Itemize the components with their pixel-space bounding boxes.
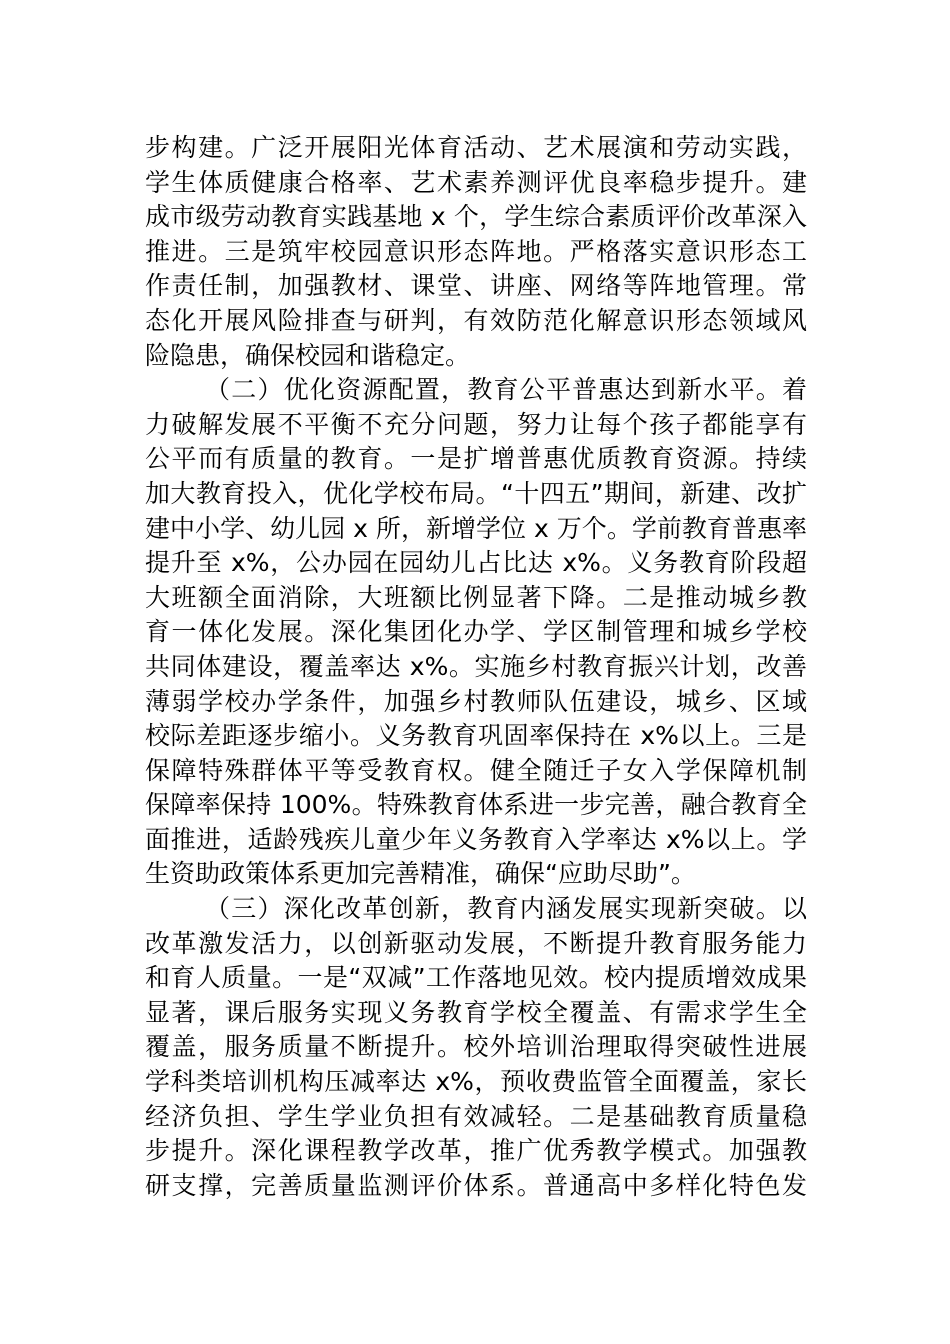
text-line: 推进。三是筑牢校园意识形态阵地。严格落实意识形态工 <box>145 236 807 266</box>
text-line: 建中小学、幼儿园 x 所，新增学位 x 万个。学前教育普惠率 <box>145 513 807 543</box>
text-line: 育一体化发展。深化集团化办学、学区制管理和城乡学校 <box>145 617 807 647</box>
text-line: 共同体建设，覆盖率达 x%。实施乡村教育振兴计划，改善 <box>145 651 807 681</box>
text-line: 成市级劳动教育实践基地 x 个，学生综合素质评价改革深入 <box>145 202 807 232</box>
text-line: 加大教育投入，优化学校布局。“十四五”期间，新建、改扩 <box>145 478 807 508</box>
text-line: 提升至 x%，公办园在园幼儿占比达 x%。义务教育阶段超 <box>145 548 807 578</box>
text-line: 学生体质健康合格率、艺术素养测评优良率稳步提升。建 <box>145 167 807 197</box>
text-line: 生资助政策体系更加完善精准，确保“应助尽助”。 <box>145 859 696 889</box>
text-line: 校际差距逐步缩小。义务教育巩固率保持在 x%以上。三是 <box>145 721 807 751</box>
text-line: 态化开展风险排查与研判，有效防范化解意识形态领域风 <box>145 305 807 335</box>
text-line: 研支撑，完善质量监测评价体系。普通高中多样化特色发 <box>145 1170 807 1200</box>
text-line: （二）优化资源配置，教育公平普惠达到新水平。着 <box>205 375 807 405</box>
text-line: 公平而有质量的教育。一是扩增普惠优质教育资源。持续 <box>145 444 807 474</box>
text-line: 作责任制，加强教材、课堂、讲座、网络等阵地管理。常 <box>145 271 807 301</box>
text-line: 险隐患，确保校园和谐稳定。 <box>145 340 471 370</box>
text-line: 和育人质量。一是“双减”工作落地见效。校内提质增效成果 <box>145 963 807 993</box>
text-line: 改革激发活力，以创新驱动发展，不断提升教育服务能力 <box>145 928 807 958</box>
text-line: 步提升。深化课程教学改革，推广优秀教学模式。加强教 <box>145 1136 807 1166</box>
document-body <box>145 131 807 1203</box>
text-line: 面推进，适龄残疾儿童少年义务教育入学率达 x%以上。学 <box>145 824 807 854</box>
text-line: 学科类培训机构压减率达 x%，预收费监管全面覆盖，家长 <box>145 1067 807 1097</box>
text-line: 薄弱学校办学条件，加强乡村教师队伍建设，城乡、区域 <box>145 686 807 716</box>
paragraph <box>145 892 807 1203</box>
text-line: 保障率保持 100%。特殊教育体系进一步完善，融合教育全 <box>145 790 807 820</box>
text-line: 经济负担、学生学业负担有效减轻。二是基础教育质量稳 <box>145 1101 807 1131</box>
text-line: 大班额全面消除，大班额比例显著下降。二是推动城乡教 <box>145 582 807 612</box>
text-line: （三）深化改革创新，教育内涵发展实现新突破。以 <box>205 894 807 924</box>
text-line: 保障特殊群体平等受教育权。健全随迁子女入学保障机制 <box>145 755 807 785</box>
text-line: 步构建。广泛开展阳光体育活动、艺术展演和劳动实践， <box>145 133 807 162</box>
text-line: 显著，课后服务实现义务教育学校全覆盖、有需求学生全 <box>145 997 807 1027</box>
paragraph <box>145 373 807 892</box>
text-line: 覆盖，服务质量不断提升。校外培训治理取得突破性进展 <box>145 1032 807 1062</box>
paragraph <box>145 131 807 373</box>
text-line: 力破解发展不平衡不充分问题，努力让每个孩子都能享有 <box>145 409 807 439</box>
